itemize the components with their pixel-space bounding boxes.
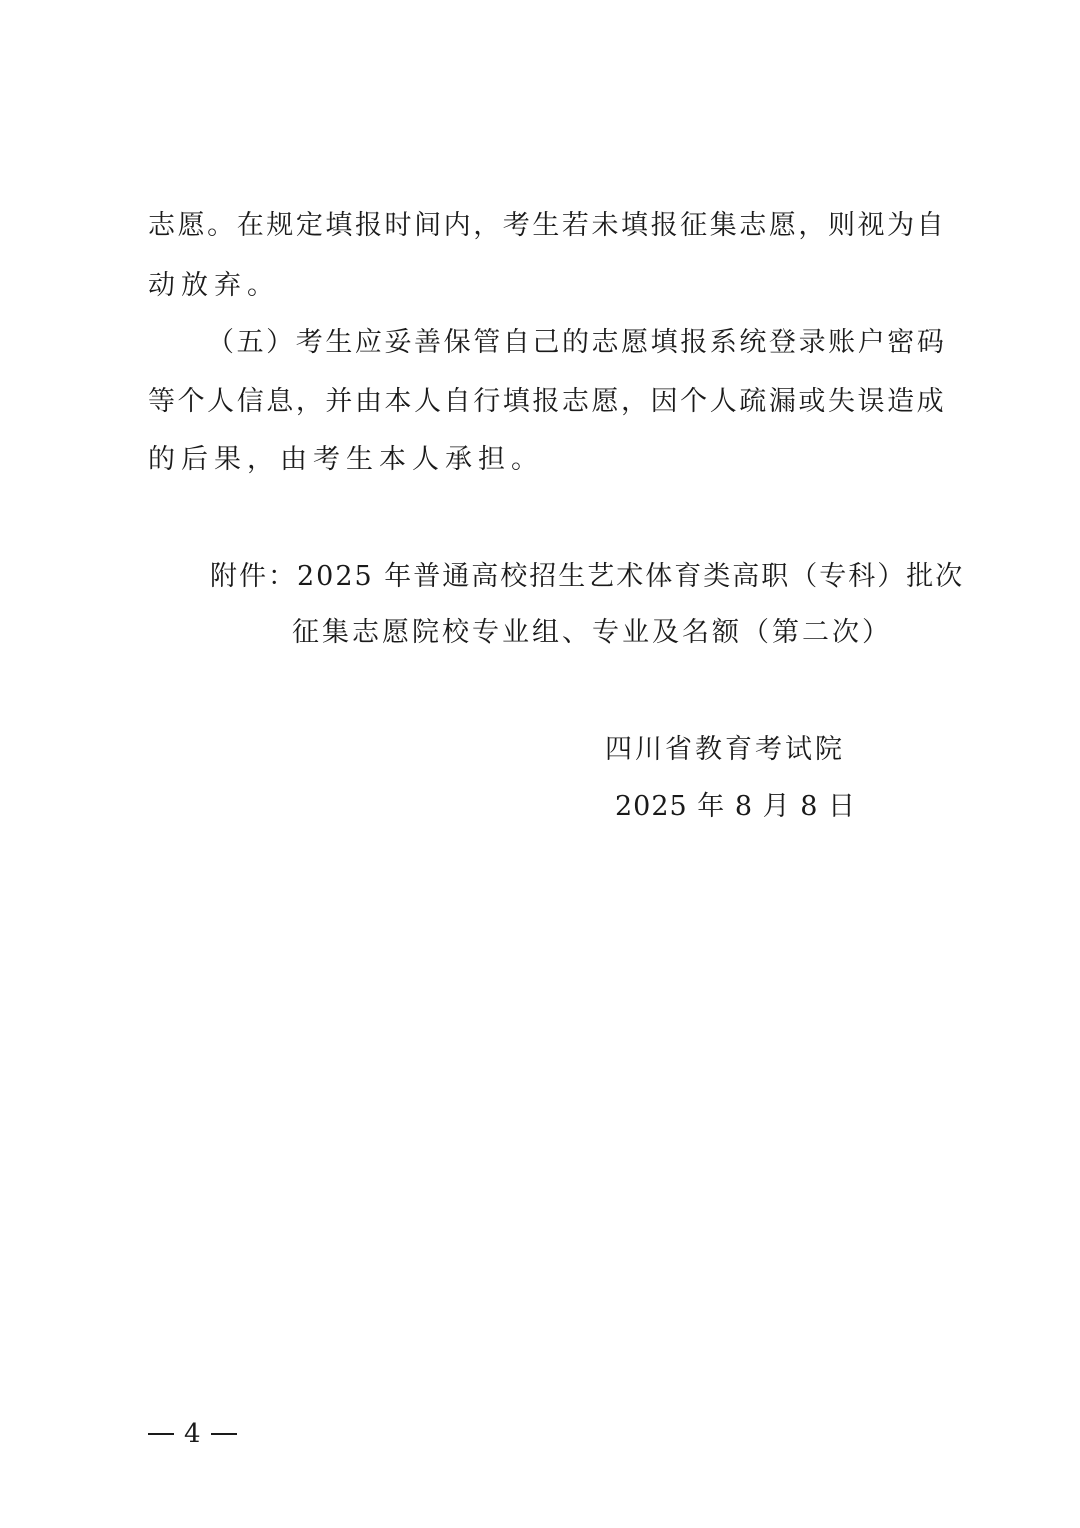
page-number-text: 4 <box>184 1419 201 1449</box>
attachment-title-line-2: 征集志愿院校专业组、专业及名额（第二次） <box>292 617 892 648</box>
issuing-organization: 四川省教育考试院 <box>605 734 845 765</box>
left-dash <box>148 1433 174 1435</box>
attachment-title-line-1: 附件：2025 年普通高校招生艺术体育类高职（专科）批次 <box>210 561 965 592</box>
paragraph-line-4: 等 个 人 信 息 ， 并 由 本 人 自 行 填 报 志 愿 ， 因 个 人 疏 漏 或 失 误 造 成 <box>148 386 944 417</box>
paragraph-line-1: 志 愿 。 在 规 定 填 报 时 间 内 ， 考 生 若 未 填 报 征 集 志 愿 ， 则 视 为 自 <box>148 210 944 241</box>
paragraph-line-3: （ 五 ） 考 生 应 妥 善 保 管 自 己 的 志 愿 填 报 系 统 登 录 账 户 密 码 <box>207 327 944 358</box>
right-dash <box>211 1433 237 1435</box>
paragraph-line-5: 的后果，由考生本人承担。 <box>148 444 544 475</box>
paragraph-line-2: 动放弃。 <box>148 270 280 301</box>
issue-date: 2025 年 8 月 8 日 <box>615 791 856 822</box>
page-number <box>148 1414 237 1454</box>
